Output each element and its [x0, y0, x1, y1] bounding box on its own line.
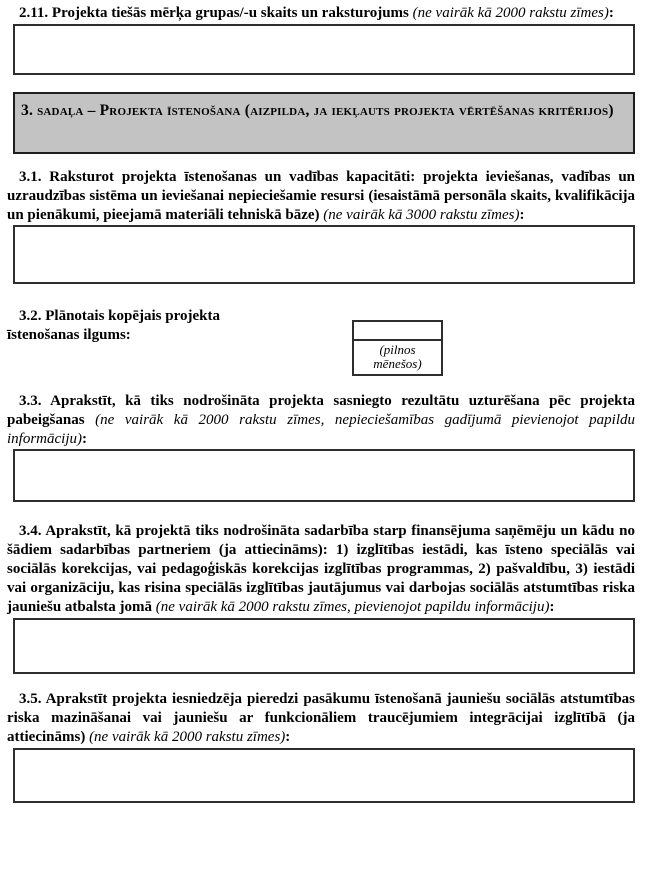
field-3-5-label	[7, 690, 635, 747]
field-2-11-input[interactable]	[13, 24, 635, 75]
field-3-5-colon: :	[285, 729, 291, 745]
field-3-1-input[interactable]	[13, 225, 635, 284]
field-3-3-input[interactable]	[13, 449, 635, 502]
field-3-5-charlimit-note: (ne vairāk kā 2000 rakstu zīmes)	[89, 729, 286, 745]
field-3-5-label-text: 3.5. Aprakstīt projekta iesniedzēja pieredzi pasākumu īstenošanā jauniešu sociālās atstumtības riska mazināšanai vai jauniešu ar funkcionāliem traucējumiem integrācijai izglītībā (ja attiecināms)	[7, 691, 635, 745]
field-3-1-label	[7, 168, 635, 225]
section-3-heading-text: 3. sadaļa – Projekta īstenošana (aizpilda, ja iekļauts projekta vērtēšanas kritērijos)	[21, 102, 614, 119]
field-2-11-label	[7, 4, 635, 23]
field-2-11-label-text: 2.11. Projekta tiešās mērķa grupas/-u skaits un raksturojums	[19, 5, 409, 21]
duration-table	[352, 320, 443, 376]
duration-unit-note: (pilnos mēnešos)	[373, 342, 422, 371]
field-3-3-label-text: 3.3. Aprakstīt, kā tiks nodrošināta projekta sasniegto rezultātu uzturēšana pēc projekta pabeigšanas	[7, 393, 635, 428]
field-2-11-charlimit-note: (ne vairāk kā 2000 rakstu zīmes)	[412, 5, 609, 21]
field-3-4-label	[7, 522, 635, 617]
field-3-3-colon: :	[82, 431, 87, 447]
field-3-3-label	[7, 392, 635, 449]
field-3-2-label: 3.2. Plānotais kopējais projekta īstenošanas ilgums:	[7, 308, 220, 343]
field-3-2-row	[7, 307, 635, 370]
field-3-4-input[interactable]	[13, 618, 635, 674]
field-3-1-colon: :	[519, 207, 525, 223]
field-3-4-charlimit-note: (ne vairāk kā 2000 rakstu zīmes, pievienojot papildu informāciju)	[155, 599, 550, 615]
field-2-11-colon: :	[608, 5, 614, 21]
field-3-4-label-text: 3.4. Aprakstīt, kā projektā tiks nodrošināta sadarbība starp finansējuma saņēmēju un kādu no šādiem sadarbības partneriem (ja attiecināms): 1) izglītības iestādi, kas īsteno speciālās vai sociālās korekcijas, vai pedagoģiskās korekcijas izglītības programmas, 2) pašvaldību, 3) iestādi vai organizāciju, kas risina speciālās izglītības jautājumus vai darbojas sociālās atstumtības riska jauniešu atbalsta jomā	[7, 523, 635, 615]
section-3-heading	[13, 92, 635, 154]
field-3-1-charlimit-note: (ne vairāk kā 3000 rakstu zīmes)	[323, 207, 520, 223]
field-3-3-charlimit-note: (ne vairāk kā 2000 rakstu zīmes, nepieciešamības gadījumā pievienojot papildu informāciju)	[7, 412, 636, 447]
field-3-5-input[interactable]	[13, 748, 635, 803]
field-3-1-label-text: 3.1. Raksturot projekta īstenošanas un vadības kapacitāti: projekta ieviešanas, vadības un uzraudzības sistēma un ieviešanai nepieciešamie resursi (iesaistāmā personāla skaits, kvalifikācija un pienākumi, pieejamā materiāli tehniskā bāze)	[7, 169, 635, 223]
duration-value-input[interactable]	[354, 322, 441, 341]
field-3-4-colon: :	[549, 599, 555, 615]
